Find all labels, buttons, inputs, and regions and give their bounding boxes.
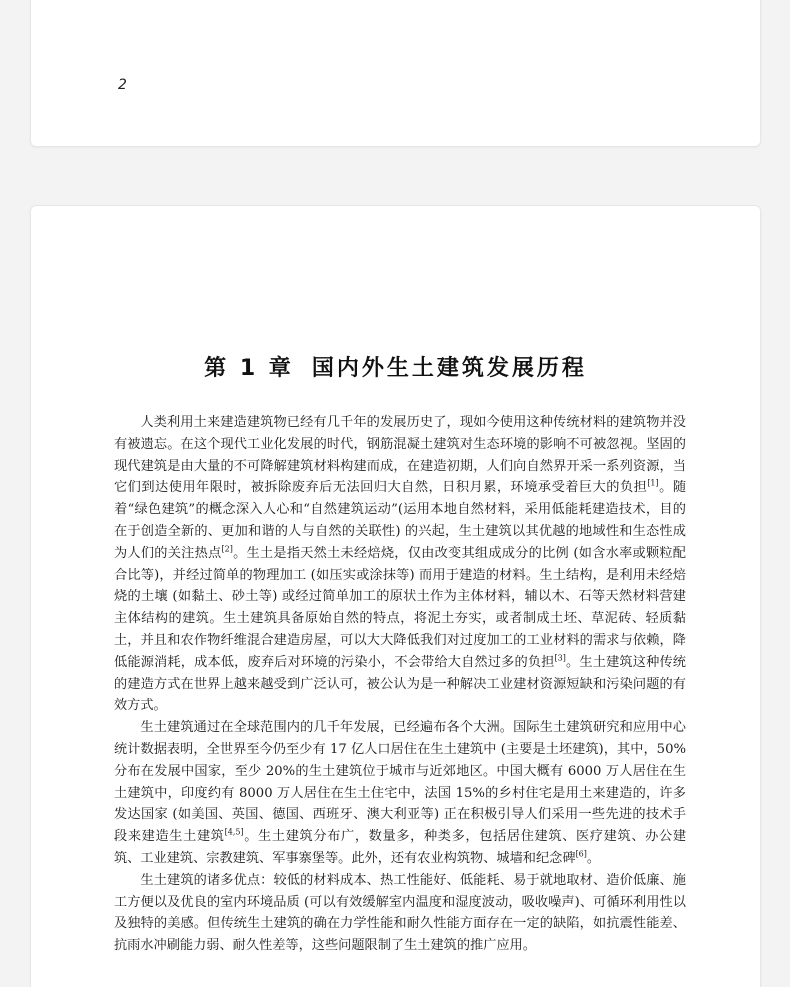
text-run: 。随着“绿色建筑”的概念深入人心和“自然建筑运动”(运用本地自然材料，采用低能耗建造技术，目的在于创造全新的、更加和谐的人与自然的关联性) 的兴起，生土建筑以其优越的地域性和生态性成为人们的关注热点 [114,480,687,561]
citation: [6] [575,849,587,859]
page-number: 2 [118,77,127,93]
previous-page [30,0,761,147]
chapter-label: 第 1 章 [204,356,294,381]
text-run: 人类利用土来建造建筑物已经有几千年的发展历史了，现如今使用这种传统材料的建筑物并没有被遗忘。在这个现代工业化发展的时代，钢筋混凝土建筑对生态环境的影响不可被忽视。坚固的现代建筑是由大量的不可降解建筑材料构建而成，在建造初期，人们向自然界开采一系列资源，当它们到达使用年限时，被拆除废弃后无法回归大自然，日积月累，环境承受着巨大的负担 [114,415,686,496]
paragraph-1 [114,412,686,717]
text-run: 生土建筑通过在全球范围内的几千年发展，已经遍布各个大洲。国际生土建筑研究和应用中心统计数据表明，全世界至今仍至少有 17 亿人口居住在生土建筑中 (主要是土坯建筑)，其中，50%分布在发展中国家，至少 20%的生土建筑位于城市与近郊地区。中国大概有 6000 万人居住在生土建筑中，印度约有 8000 万人居住在生土住宅中，法国 15%的乡村住宅是用土来建造的，许多发达国家 (如美国、英国、德国、西班牙、澳大利亚等) 正在积极引导人们采用一些先进的技术手段来建造生土建筑 [114,720,686,845]
citation: [2] [221,544,233,554]
text-run: 生土建筑的诸多优点：较低的材料成本、热工性能好、低能耗、易于就地取材、造价低廉、施工方便以及优良的室内环境品质 (可以有效缓解室内温度和湿度波动，吸收噪声)、可循环利用性以及独特的美感。但传统生土建筑的确在力学性能和耐久性能方面存在一定的缺陷，如抗震性能差、抗雨水冲刷能力弱、耐久性差等，这些问题限制了生土建筑的推广应用。 [114,872,686,954]
paragraph-2 [114,717,686,870]
citation: [4,5] [224,827,244,837]
paragraph-3 [114,870,686,957]
current-page [30,205,761,987]
text-run: 。生土是指天然土未经焙烧，仅由改变其组成成分的比例 (如含水率或颗粒配合比等)，并经过简单的物理加工 (如压实或涂抹等) 而用于建造的材料。生土结构，是利用未经焙烧的土壤 (如黏土、砂土等) 或经过简单加工的原状土作为主体材料，辅以木、石等天然材料营建主体结构的建筑。生土建筑具备原始自然的特点，将泥土夯实，或者制成土坯、草泥砖、轻质黏土，并且和农作物纤维混合建造房屋，可以大大降低我们对过度加工的工业材料的需求与依赖，降低能源消耗，成本低，废弃后对环境的污染小，不会带给大自然过多的负担 [114,545,686,670]
citation: [1] [647,479,659,488]
body-text [114,412,686,957]
chapter-title [31,351,760,382]
chapter-title-text: 国内外生土建筑发展历程 [311,356,587,381]
text-run: 。生土建筑分布广，数量多，种类多，包括居住建筑、医疗建筑、办公建筑、工业建筑、宗教建筑、军事寨堡等。此外，还有农业构筑物、城墙和纪念碑 [114,829,687,866]
citation: [3] [554,653,566,663]
text-run: 。生土建筑这种传统的建造方式在世界上越来越受到广泛认可，被公认为是一种解决工业建材资源短缺和污染问题的有效方式。 [114,654,686,714]
text-run: 。 [586,850,601,866]
